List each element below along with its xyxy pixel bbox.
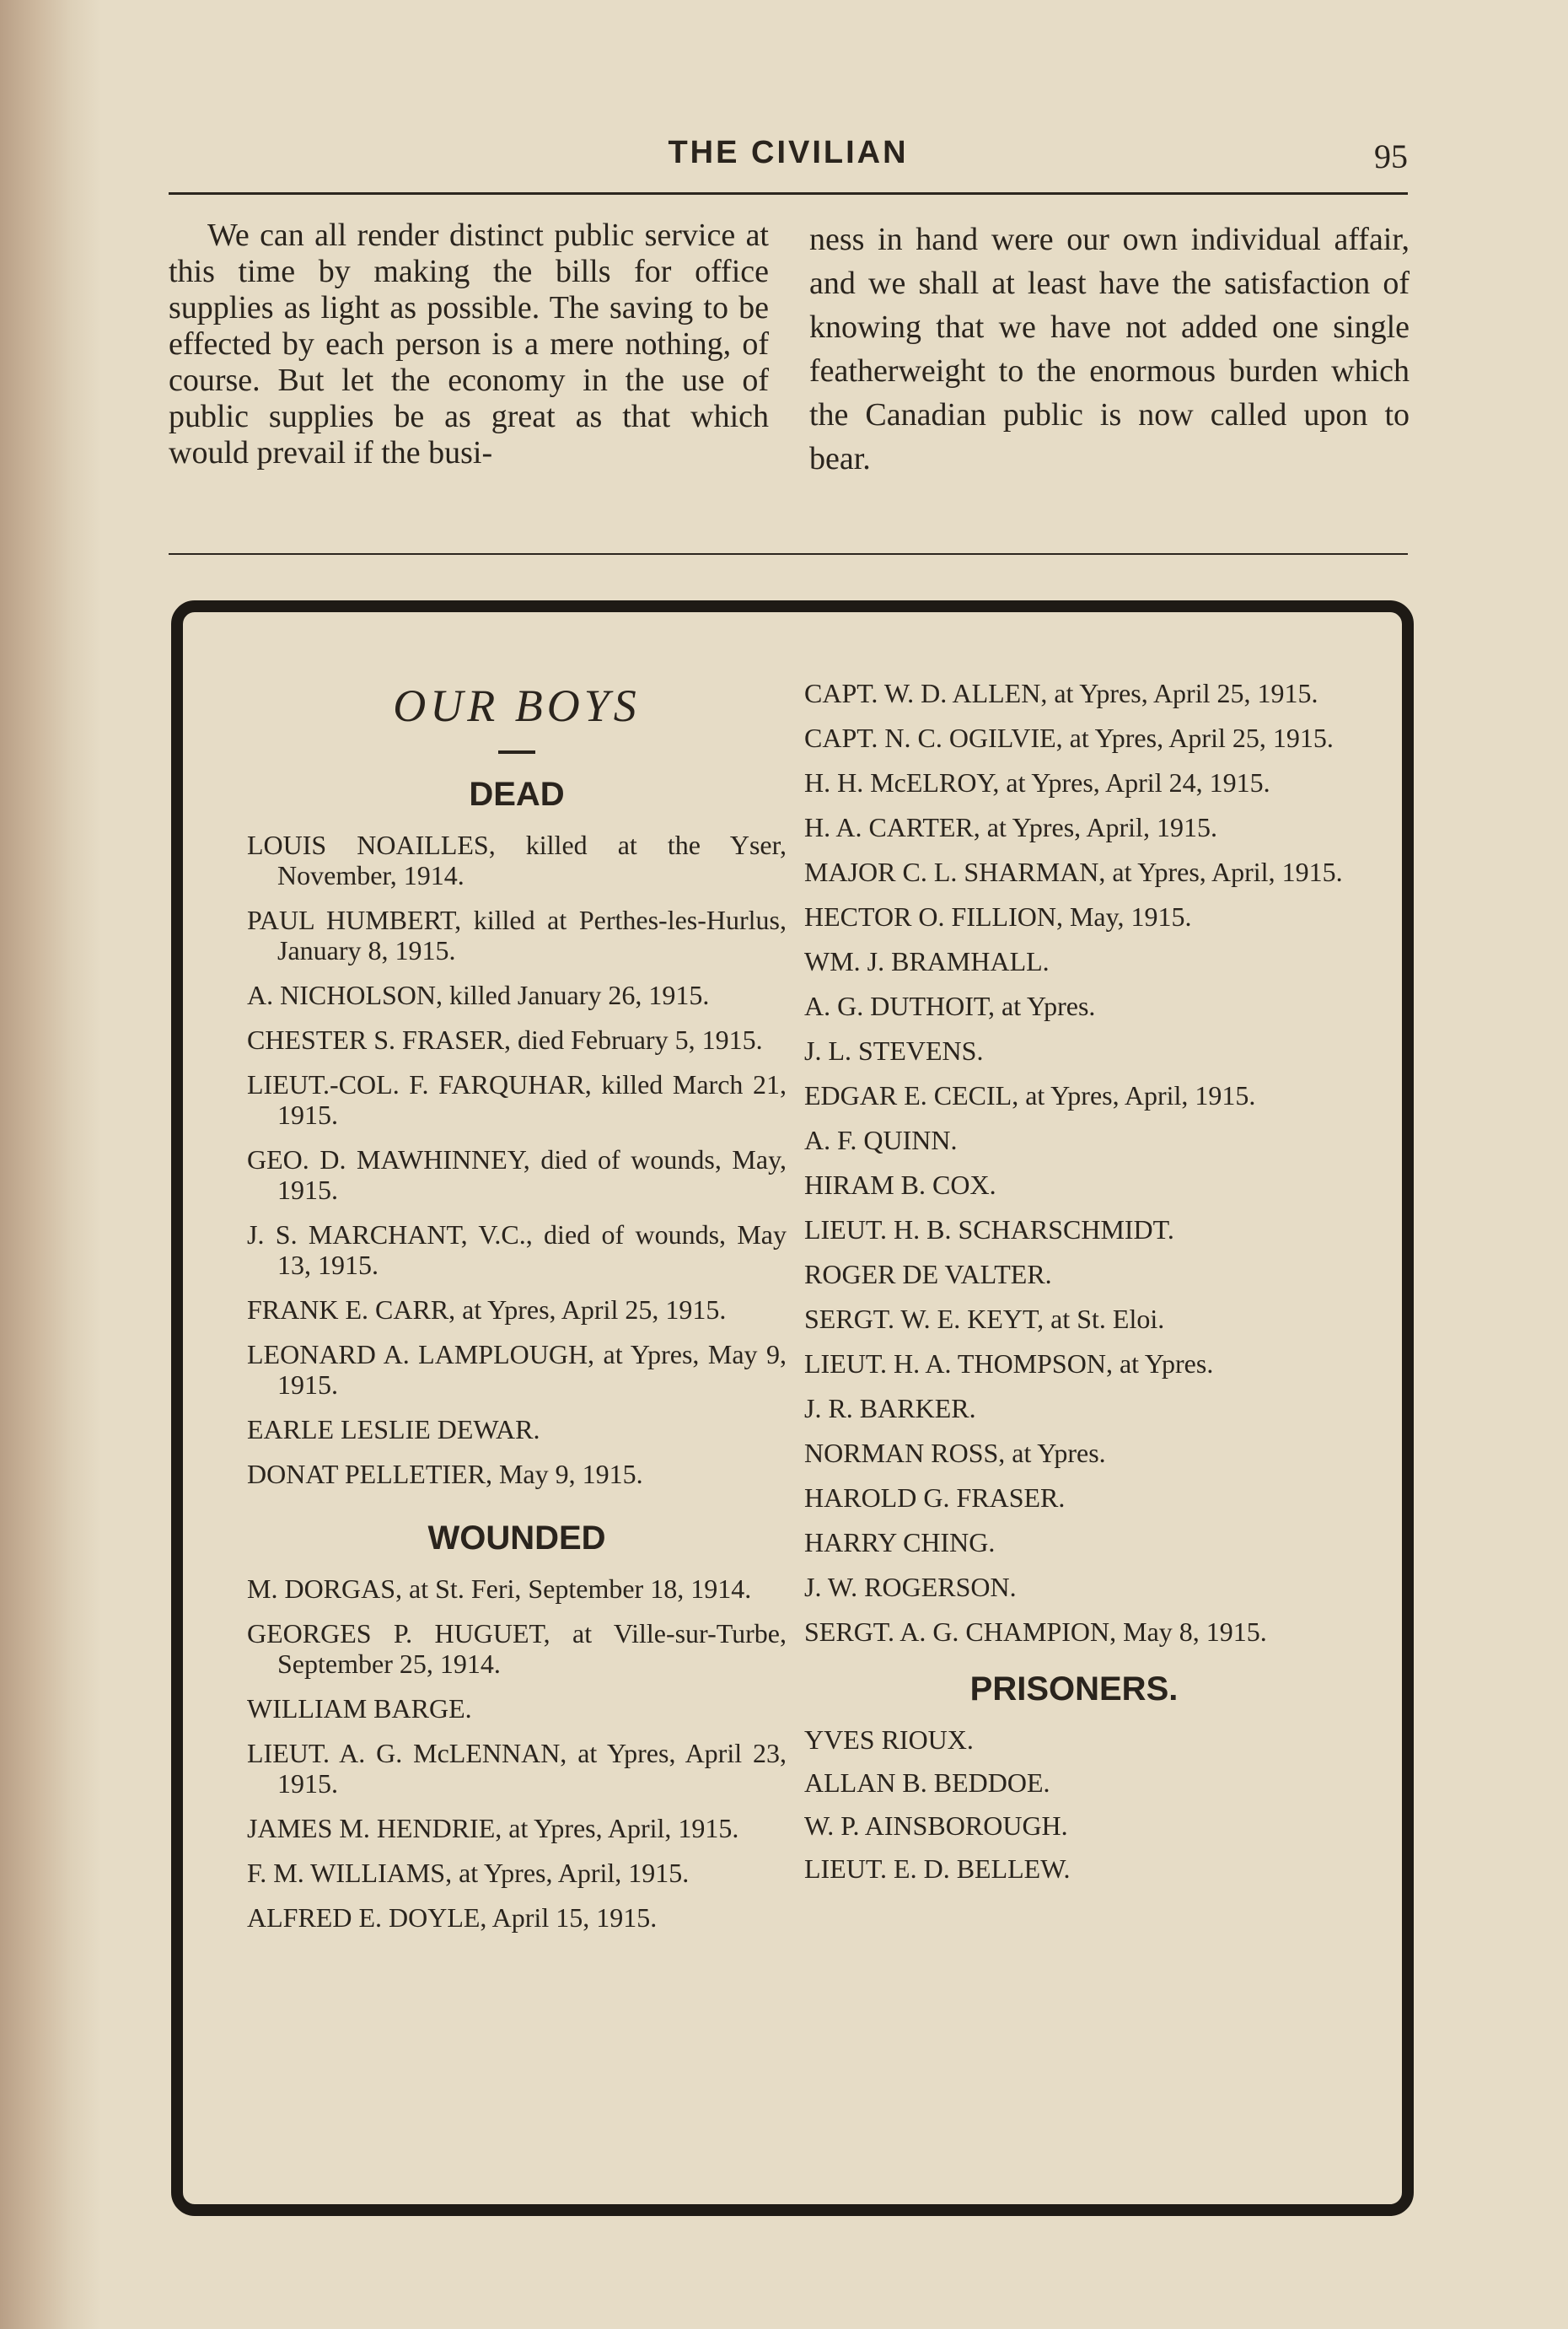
wounded-entry: EDGAR E. CECIL, at Ypres, April, 1915. [804, 1080, 1256, 1111]
dead-entry: CHESTER S. FRASER, died February 5, 1915. [247, 1025, 763, 1055]
wounded-list-right [804, 678, 1344, 1647]
wounded-entry: CAPT. W. D. ALLEN, at Ypres, April 25, 1915. [804, 678, 1318, 708]
prisoners-list [804, 1724, 1344, 1884]
dead-entry: LOUIS NOAILLES, killed at the Yser, November, 1914. [247, 830, 787, 890]
wounded-entry: NORMAN ROSS, at Ypres. [804, 1438, 1106, 1468]
intro-column-right [809, 218, 1410, 481]
prisoners-heading: PRISONERS. [969, 1670, 1179, 1708]
prisoner-entry: LIEUT. E. D. BELLEW. [804, 1853, 1071, 1884]
wounded-entry: HIRAM B. COX. [804, 1170, 996, 1200]
section-rule [169, 553, 1408, 555]
wounded-entry: ROGER DE VALTER. [804, 1259, 1052, 1289]
box-column-left [247, 612, 787, 1947]
wounded-list-left [247, 1573, 787, 1933]
running-head [169, 135, 1408, 186]
wounded-entry: HARRY CHING. [804, 1527, 996, 1557]
publication-title: THE CIVILIAN [668, 135, 909, 170]
wounded-entry: ALFRED E. DOYLE, April 15, 1915. [247, 1902, 658, 1933]
prisoner-entry: ALLAN B. BEDDOE. [804, 1767, 1050, 1798]
dead-heading: DEAD [469, 776, 565, 813]
dead-entry: LIEUT.-COL. F. FARQUHAR, killed March 21, 1915. [247, 1069, 787, 1130]
dead-entry: GEO. D. MAWHINNEY, died of wounds, May, 1915. [247, 1144, 787, 1205]
wounded-entry: SERGT. W. E. KEYT, at St. Eloi. [804, 1304, 1165, 1334]
wounded-entry: SERGT. A. G. CHAMPION, May 8, 1915. [804, 1616, 1267, 1647]
dead-entry: LEONARD A. LAMPLOUGH, at Ypres, May 9, 1915. [247, 1339, 787, 1400]
wounded-entry: MAJOR C. L. SHARMAN, at Ypres, April, 1915. [804, 857, 1343, 887]
wounded-entry: M. DORGAS, at St. Feri, September 18, 1914. [247, 1573, 752, 1604]
wounded-entry: CAPT. N. C. OGILVIE, at Ypres, April 25, 1915. [804, 723, 1334, 753]
dead-entry: J. S. MARCHANT, V.C., died of wounds, May 13, 1915. [247, 1219, 787, 1280]
wounded-entry: WILLIAM BARGE. [247, 1693, 472, 1724]
wounded-entry: GEORGES P. HUGUET, at Ville-sur-Turbe, September 25, 1914. [247, 1618, 787, 1679]
title-dash [498, 750, 535, 754]
wounded-entry: A. F. QUINN. [804, 1125, 958, 1155]
prisoner-entry: YVES RIOUX. [804, 1724, 974, 1755]
wounded-entry: H. A. CARTER, at Ypres, April, 1915. [804, 812, 1217, 842]
intro-paragraph-left: We can all render distinct public service at this time by making the bills for office supplies as light as possible. The saving to be effected by each person is a mere nothing, of course. But let the economy in the use of public supplies be as great as that which would prevail if the busi- [169, 218, 769, 471]
wounded-entry: HECTOR O. FILLION, May, 1915. [804, 901, 1192, 932]
dead-entry: A. NICHOLSON, killed January 26, 1915. [247, 980, 710, 1010]
intro-column-left [169, 218, 769, 471]
dead-entry: DONAT PELLETIER, May 9, 1915. [247, 1459, 643, 1489]
dead-entry: EARLE LESLIE DEWAR. [247, 1414, 540, 1444]
wounded-entry: HAROLD G. FRASER. [804, 1482, 1066, 1513]
dead-list [247, 830, 787, 1489]
wounded-entry: J. L. STEVENS. [804, 1035, 984, 1066]
wounded-entry: LIEUT. H. B. SCHARSCHMIDT. [804, 1214, 1174, 1245]
wounded-entry: JAMES M. HENDRIE, at Ypres, April, 1915. [247, 1813, 739, 1843]
dead-entry: PAUL HUMBERT, killed at Perthes-les-Hurlus, January 8, 1915. [247, 905, 787, 965]
dead-entry: FRANK E. CARR, at Ypres, April 25, 1915. [247, 1294, 727, 1325]
prisoner-entry: W. P. AINSBOROUGH. [804, 1810, 1068, 1841]
wounded-entry: F. M. WILLIAMS, at Ypres, April, 1915. [247, 1858, 690, 1888]
intro-paragraph-right: ness in hand were our own individual affair, and we shall at least have the satisfaction of knowing that we have not added one single featherweight to the enormous burden which the Canadian public is now called upon to bear. [809, 222, 1410, 476]
wounded-entry: LIEUT. A. G. McLENNAN, at Ypres, April 23, 1915. [247, 1738, 787, 1799]
our-boys-title: OUR BOYS [393, 680, 641, 731]
header-rule [169, 192, 1408, 195]
wounded-entry: LIEUT. H. A. THOMPSON, at Ypres. [804, 1348, 1214, 1379]
wounded-entry: J. R. BARKER. [804, 1393, 976, 1423]
wounded-entry: A. G. DUTHOIT, at Ypres. [804, 991, 1096, 1021]
box-column-right [804, 612, 1344, 1896]
wounded-heading: WOUNDED [427, 1519, 606, 1557]
our-boys-box [171, 600, 1414, 2216]
page-number: 95 [1374, 137, 1408, 175]
wounded-entry: H. H. McELROY, at Ypres, April 24, 1915. [804, 767, 1270, 798]
wounded-entry: WM. J. BRAMHALL. [804, 946, 1050, 976]
wounded-entry: J. W. ROGERSON. [804, 1572, 1017, 1602]
